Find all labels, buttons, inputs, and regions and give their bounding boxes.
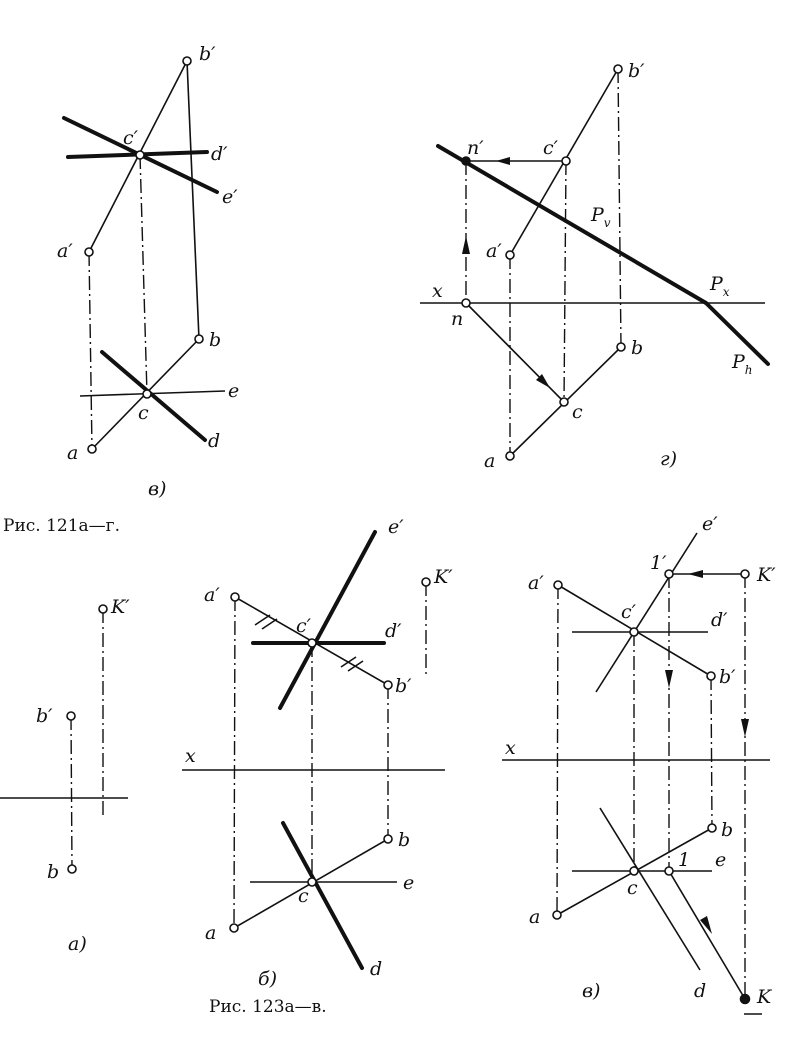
label-b: b: [721, 819, 734, 841]
caption-a: а): [68, 933, 87, 955]
projection-c: [140, 155, 147, 394]
label-x: x: [185, 745, 196, 767]
label-e-prime: e′: [702, 513, 718, 535]
trace-pv: [438, 146, 706, 303]
point-c: [630, 867, 638, 875]
label-c-prime: c′: [543, 137, 558, 159]
label-k-prime: K′: [111, 596, 130, 618]
projection-a: [557, 585, 558, 915]
point-b-prime: [707, 672, 715, 680]
line-e-prime: [280, 532, 375, 708]
point-a-prime: [506, 251, 514, 259]
caption-b: б): [258, 968, 278, 990]
label-a-prime: a′: [528, 572, 544, 594]
point-b: [384, 835, 392, 843]
projection-c: [564, 161, 566, 402]
label-d: d: [694, 980, 707, 1002]
label-k-prime: K′: [757, 564, 776, 586]
projection-b: [187, 61, 199, 339]
label-x: x: [432, 280, 443, 302]
label-a: a: [67, 442, 79, 464]
point-a-prime: [231, 593, 239, 601]
point-c-prime: [136, 151, 144, 159]
label-c: c: [627, 877, 638, 899]
point-a-prime: [85, 248, 93, 256]
label-e: e: [715, 849, 727, 871]
point-c: [308, 878, 316, 886]
arrow-down-1: [665, 670, 673, 688]
label-n-prime: n′: [467, 137, 484, 159]
label-b: b: [47, 861, 60, 883]
label-a: a: [529, 906, 541, 928]
label-b-prime: b′: [36, 705, 53, 727]
figure-vv: [502, 513, 776, 1014]
arrow-to-1-prime: [688, 570, 703, 578]
label-d: d: [208, 430, 221, 452]
point-n: [462, 299, 470, 307]
label-d-prime: d′: [211, 143, 228, 165]
caption-v: в): [148, 478, 167, 500]
point-b: [195, 335, 203, 343]
point-b-prime: [67, 712, 75, 720]
tick-equal-1b: [262, 619, 277, 629]
point-c-prime: [630, 628, 638, 636]
caption-figure-123: Рис. 123а—в.: [209, 997, 327, 1017]
label-c-prime: c′: [296, 615, 311, 637]
label-d: d: [370, 958, 383, 980]
label-1-prime: 1′: [650, 552, 667, 574]
label-b-prime: b′: [719, 666, 736, 688]
label-k: K: [757, 986, 772, 1008]
label-c: c: [572, 401, 583, 423]
label-b-prime: b′: [199, 43, 216, 65]
figure-a: [0, 596, 130, 955]
label-b: b: [631, 337, 644, 359]
point-b: [68, 865, 76, 873]
point-k-prime: [741, 570, 749, 578]
point-c: [143, 390, 151, 398]
label-e: e: [403, 872, 415, 894]
projection-b: [71, 716, 72, 869]
projection-a: [234, 597, 235, 928]
caption-g: г): [660, 448, 678, 470]
label-pv: $P_v$: [591, 204, 611, 230]
figure-b: [182, 516, 453, 990]
label-c-prime: c′: [123, 127, 138, 149]
projection-a: [89, 252, 92, 449]
label-b: b: [209, 329, 222, 351]
label-e-prime: e′: [222, 186, 238, 208]
caption-figure-121: Рис. 121а—г.: [3, 516, 120, 536]
label-ph: $P_h$: [732, 351, 753, 377]
point-c-prime: [308, 639, 316, 647]
tick-equal-1a: [255, 615, 270, 625]
label-1: 1: [678, 849, 691, 871]
point-c: [560, 398, 568, 406]
label-b-prime: b′: [395, 675, 412, 697]
arrow-to-n-prime: [496, 157, 510, 165]
figure-g: [420, 60, 768, 472]
point-b: [617, 343, 625, 351]
label-a-prime: a′: [204, 584, 220, 606]
projection-b: [711, 676, 712, 828]
label-d-prime: d′: [711, 609, 728, 631]
line-d: [600, 808, 700, 970]
point-b: [708, 824, 716, 832]
point-1: [665, 867, 673, 875]
label-d-prime: d′: [385, 620, 402, 642]
label-a: a: [484, 450, 496, 472]
label-c: c: [298, 885, 309, 907]
label-c-prime: c′: [621, 601, 636, 623]
label-a: a: [205, 922, 217, 944]
label-e-prime: e′: [388, 516, 404, 538]
point-b-prime: [384, 681, 392, 689]
label-px: $P_x$: [710, 273, 730, 299]
arrow-up-n: [462, 236, 470, 254]
point-c-prime: [562, 157, 570, 165]
point-a: [88, 445, 96, 453]
label-e: e: [228, 380, 240, 402]
point-k: [741, 995, 750, 1004]
line-e-prime: [596, 533, 697, 692]
label-k-prime: K′: [434, 566, 453, 588]
point-k-prime: [99, 605, 107, 613]
caption-vv: в): [582, 980, 601, 1002]
label-n: n: [451, 308, 464, 330]
arrow-down-k: [741, 719, 749, 737]
point-b-prime: [614, 65, 622, 73]
label-b-prime: b′: [628, 60, 645, 82]
point-k-prime: [422, 578, 430, 586]
label-x: x: [505, 737, 516, 759]
projection-b: [618, 69, 621, 347]
label-c: c: [138, 402, 149, 424]
label-b: b: [398, 829, 411, 851]
point-a: [553, 911, 561, 919]
line-d: [283, 823, 362, 968]
label-a-prime: a′: [486, 240, 502, 262]
point-a-prime: [554, 581, 562, 589]
point-a: [506, 452, 514, 460]
figure-v: [57, 43, 239, 500]
label-a-prime: a′: [57, 240, 73, 262]
line-1-k: [669, 871, 745, 999]
point-b-prime: [183, 57, 191, 65]
point-a: [230, 924, 238, 932]
line-d: [102, 352, 205, 440]
